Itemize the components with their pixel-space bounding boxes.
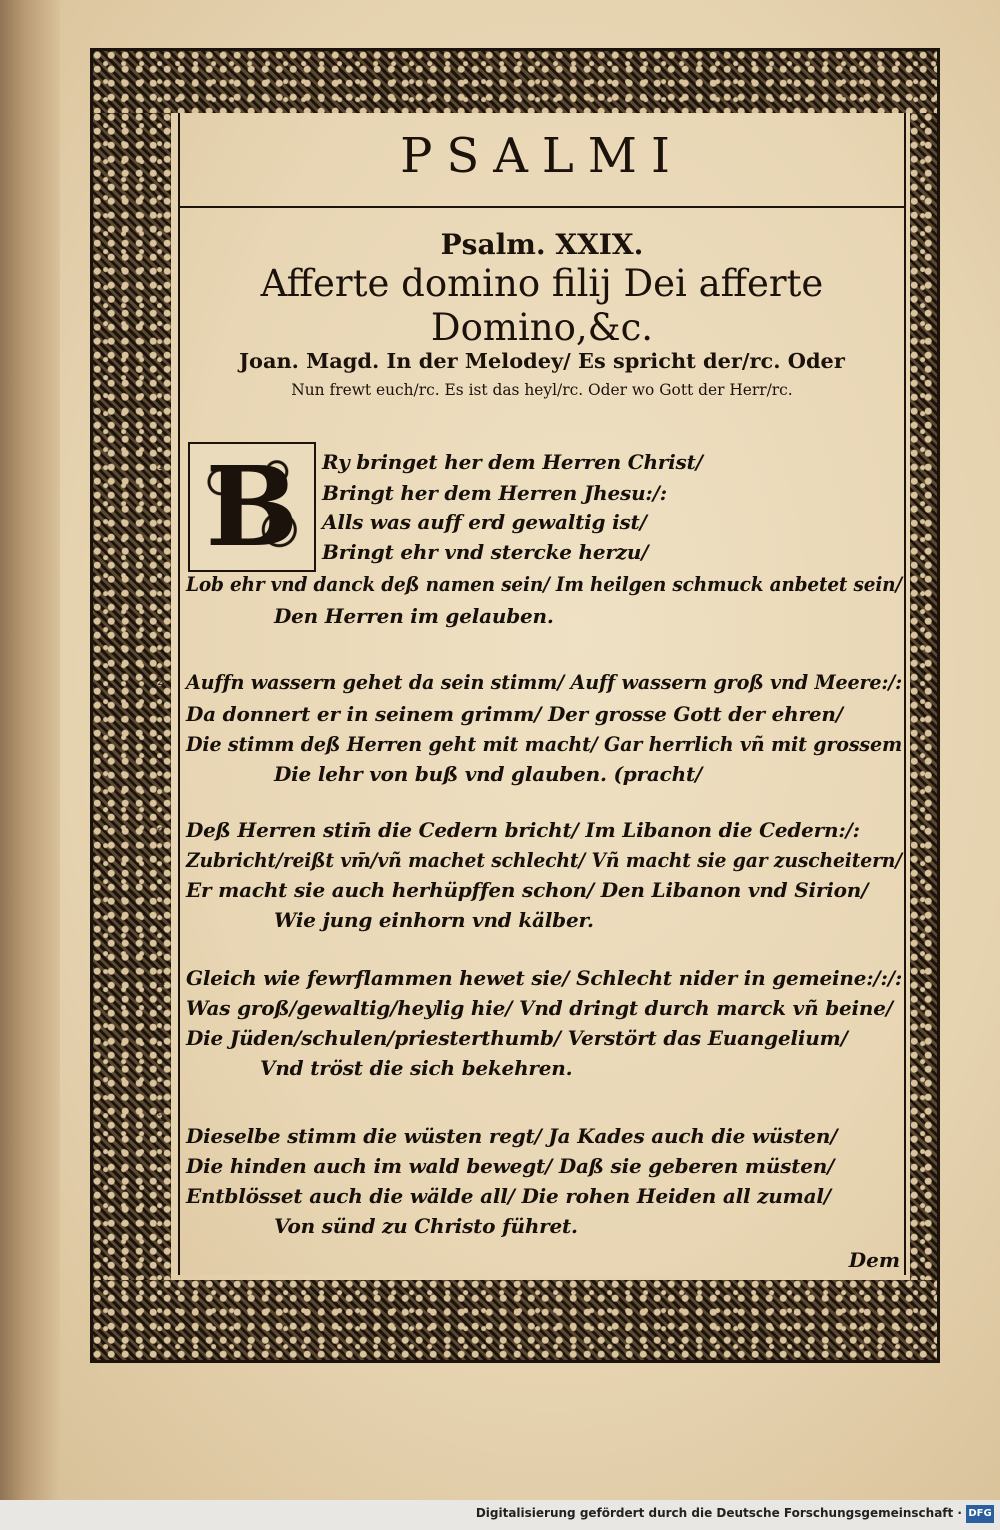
catchword: Dem: [848, 1248, 900, 1272]
tune-indication-line1: Joan. Magd. In der Melodey/ Es spricht der/rc. Oder: [239, 348, 845, 373]
verse-line: Wie jung einhorn vnd kälber.: [274, 908, 594, 932]
verse-line: Entblösset auch die wälde all/ Die rohen Heiden all zumal/: [186, 1184, 831, 1208]
verse-line: Lob ehr vnd danck deß namen sein/ Im heilgen schmuck anbetet sein/: [186, 572, 902, 596]
ornamental-border-left: [93, 113, 171, 1280]
ornamental-border-bottom: [93, 1280, 937, 1360]
tune-indication-line2: Nun frewt euch/rc. Es ist das heyl/rc. Oder wo Gott der Herr/rc.: [291, 381, 793, 399]
dfg-logo[interactable]: DFG: [966, 1505, 994, 1523]
psalm-incipit: [178, 262, 906, 350]
stanza-number: 3: [157, 826, 166, 841]
verse-line: Da donnert er in seinem grimm/ Der grosse Gott der ehren/: [186, 702, 843, 726]
digitization-footer: [0, 1500, 1000, 1530]
verse-line: Die lehr von buß vnd glauben. (pracht/: [274, 762, 703, 786]
stanza-number: 4: [157, 976, 166, 991]
verse-line: Bringt ehr vnd stercke herzu/: [322, 540, 649, 564]
verse-line: Ry bringet her dem Herren Christ/: [322, 450, 703, 474]
verse-line: Von sünd zu Christo führet.: [274, 1214, 578, 1238]
header-rule: [178, 206, 906, 208]
stanza-number: 1: [157, 458, 166, 473]
verse-line: Auffn wassern gehet da sein stimm/ Auff wassern groß vnd Meere:/:: [186, 670, 902, 694]
verse-line: Deß Herren stim̄ die Cedern bricht/ Im Libanon die Cedern:/:: [186, 818, 860, 842]
psalm-incipit-line1: Afferte domino filij Dei afferte: [260, 262, 824, 305]
book-gutter: [0, 0, 60, 1500]
psalm-number: Psalm. XXIX.: [440, 228, 644, 261]
ornamental-border-top: [93, 51, 937, 113]
verse-line: Die stimm deß Herren geht mit macht/ Gar herrlich vñ mit grossem: [186, 732, 902, 756]
verse-line: Alls was auff erd gewaltig ist/: [322, 510, 647, 534]
stanza-number: 5: [157, 1110, 166, 1125]
verse-line: Zubricht/reißt vm̄/vñ machet schlecht/ Vñ macht sie gar zuscheitern/: [186, 848, 902, 872]
verse-line: Vnd tröst die sich bekehren.: [260, 1056, 573, 1080]
verse-line: Gleich wie fewrflammen hewet sie/ Schlecht nider in gemeine:/:/:: [186, 966, 902, 990]
drop-cap-letter: B: [205, 442, 299, 571]
verse-line: Bringt her dem Herren Jhesu:/:: [322, 481, 667, 505]
ornamental-border-right: [910, 113, 937, 1280]
running-head: PSALMI: [400, 128, 684, 184]
verse-line: Er macht sie auch herhüpffen schon/ Den Libanon vnd Sirion/: [186, 878, 869, 902]
stanza-number: 2: [157, 674, 166, 689]
verse-line: Die Jüden/schulen/priesterthumb/ Verstört das Euangelium/: [186, 1026, 848, 1050]
verse-line: Die hinden auch im wald bewegt/ Daß sie geberen müsten/: [186, 1154, 835, 1178]
footer-credit: Digitalisierung gefördert durch die Deutsche Forschungsgemeinschaft ·: [475, 1506, 962, 1520]
psalm-incipit-line2: Domino,&c.: [430, 306, 654, 349]
verse-line: Den Herren im gelauben.: [274, 604, 554, 628]
decorated-initial: [188, 442, 316, 572]
verse-line: Dieselbe stimm die wüsten regt/ Ja Kades auch die wüsten/: [186, 1124, 838, 1148]
verse-line: Was groß/gewaltig/heylig hie/ Vnd dringt durch marck vñ beine/: [186, 996, 893, 1020]
